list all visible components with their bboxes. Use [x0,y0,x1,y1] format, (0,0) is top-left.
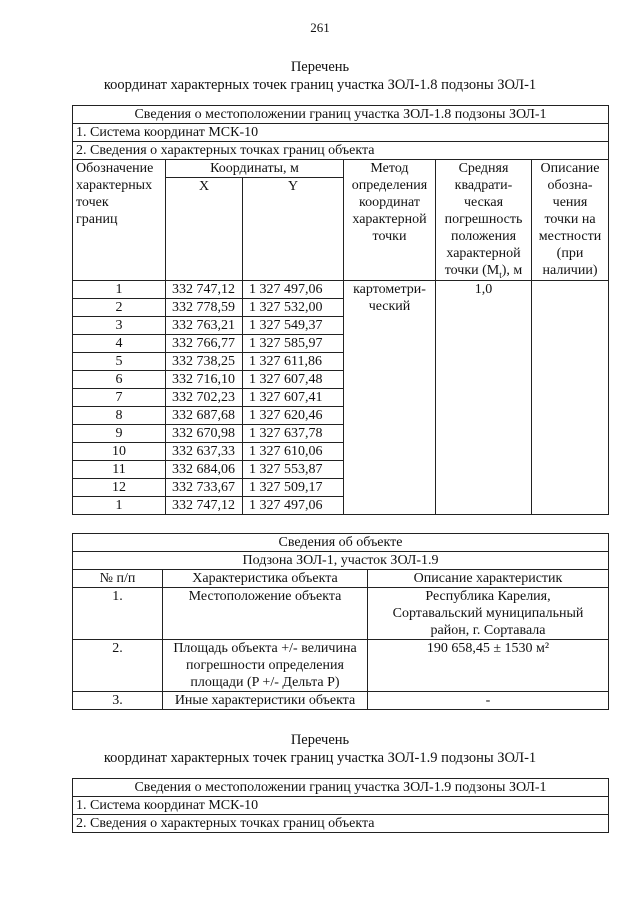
point-y: 1 327 553,87 [243,461,344,479]
description-line: Республика Карелия, [425,589,551,604]
coordinate-system-row: 1. Система координат МСК-10 [73,797,609,815]
method-value [344,281,436,515]
designation-header-line: границ [76,212,118,227]
row-description [368,692,609,710]
error-header-subscript: t [499,269,502,280]
error-header-text: точки (M [444,263,500,278]
point-number: 10 [73,443,166,461]
characteristic-line: Местоположение объекта [188,589,342,604]
point-y: 1 327 611,86 [243,353,344,371]
description-header-line: (при [556,246,584,261]
point-number: 9 [73,425,166,443]
point-y: 1 327 607,48 [243,371,344,389]
error-header-line: характерной [446,246,521,261]
row-number: 3. [73,692,163,710]
method-header-line: определения [351,178,428,193]
table-row [73,692,609,710]
point-number: 7 [73,389,166,407]
characteristic-line: погрешности определения [186,658,344,673]
table-row [73,588,609,640]
object-info-title: Сведения об объекте [73,534,609,552]
description-line: район, г. Сортавала [430,623,546,638]
error-header-line: Средняя [458,161,509,176]
coordinates-table-zol-1-8 [72,105,609,515]
point-y: 1 327 607,41 [243,389,344,407]
point-number: 1 [73,497,166,515]
point-x: 332 670,98 [166,425,243,443]
method-value-line: ческий [368,299,411,314]
point-y: 1 327 549,37 [243,317,344,335]
row-number: 2. [73,640,163,692]
x-header: X [166,178,243,281]
point-number: 12 [73,479,166,497]
method-header [344,160,436,281]
method-value-line: картометри- [353,282,426,297]
designation-header-line: Обозначение [76,161,154,176]
method-header-line: точки [372,229,407,244]
point-x: 332 687,68 [166,407,243,425]
point-number: 5 [73,353,166,371]
method-header-line: характерной [352,212,427,227]
point-number: 2 [73,299,166,317]
point-x: 332 684,06 [166,461,243,479]
object-info-subtitle: Подзона ЗОЛ-1, участок ЗОЛ-1.9 [73,552,609,570]
point-x: 332 766,77 [166,335,243,353]
coordinates-header: Координаты, м [166,160,344,178]
error-header-line: ческая [463,195,504,210]
point-x: 332 763,21 [166,317,243,335]
table-row [73,281,609,299]
heading-2-title: Перечень [290,732,350,748]
row-description [368,640,609,692]
row-characteristic [163,692,368,710]
point-x: 332 747,12 [166,497,243,515]
designation-header [73,160,166,281]
characteristic-line: Иные характеристики объекта [174,693,356,708]
point-number: 3 [73,317,166,335]
method-header-line: координат [359,195,420,210]
error-value: 1,0 [436,281,532,515]
point-x: 332 738,25 [166,353,243,371]
characteristic-header: Характеристика объекта [163,570,368,588]
description-header-line: точки на [544,212,596,227]
point-number: 1 [73,281,166,299]
point-y: 1 327 497,06 [243,497,344,515]
characteristic-description-header: Описание характеристик [368,570,609,588]
point-y: 1 327 637,78 [243,425,344,443]
point-y: 1 327 509,17 [243,479,344,497]
points-info-row: 2. Сведения о характерных точках границ объекта [73,815,609,833]
error-header [436,160,532,281]
description-header [532,160,609,281]
coordinates-table-zol-1-9 [72,778,609,833]
point-y: 1 327 585,97 [243,335,344,353]
point-y: 1 327 620,46 [243,407,344,425]
point-x: 332 778,59 [166,299,243,317]
point-y: 1 327 532,00 [243,299,344,317]
point-number: 4 [73,335,166,353]
heading-1 [0,58,640,94]
table-title: Сведения о местоположении границ участка ЗОЛ-1.9 подзоны ЗОЛ-1 [73,779,609,797]
point-number: 6 [73,371,166,389]
point-x: 332 637,33 [166,443,243,461]
error-header-line: положения [450,229,517,244]
point-number: 8 [73,407,166,425]
table-row [73,640,609,692]
coordinate-system-row: 1. Система координат МСК-10 [73,124,609,142]
object-info-table [72,533,609,710]
description-line: 190 658,45 ± 1530 м² [426,641,550,656]
heading-1-title: Перечень [290,59,350,75]
point-x: 332 747,12 [166,281,243,299]
row-characteristic [163,588,368,640]
row-number: 1. [73,588,163,640]
points-info-row: 2. Сведения о характерных точках границ объекта [73,142,609,160]
error-header-line: квадрати- [454,178,513,193]
description-header-line: обозна- [547,178,593,193]
page-number: 261 [310,20,330,35]
number-header: № п/п [73,570,163,588]
error-header-line-last [439,262,528,279]
heading-2 [0,731,640,767]
error-header-text: ), м [501,263,523,278]
method-header-line: Метод [370,161,409,176]
y-header: Y [243,178,344,281]
designation-header-line: характерных [76,178,153,193]
heading-1-subtitle: координат характерных точек границ участка ЗОЛ-1.8 подзоны ЗОЛ-1 [103,77,537,93]
description-header-line: чения [552,195,588,210]
description-header-line: Описание [540,161,600,176]
point-x: 332 716,10 [166,371,243,389]
row-description [368,588,609,640]
point-number: 11 [73,461,166,479]
description-line: - [485,693,491,708]
point-x: 332 733,67 [166,479,243,497]
description-line: Сортавальский муниципальный [392,606,584,621]
error-header-line: погрешность [444,212,523,227]
point-y: 1 327 610,06 [243,443,344,461]
point-x: 332 702,23 [166,389,243,407]
description-value [532,281,609,515]
characteristic-line: Площадь объекта +/- величина [173,641,357,656]
designation-header-line: точек [76,195,109,210]
row-characteristic [163,640,368,692]
description-header-line: наличии) [542,263,598,278]
heading-2-subtitle: координат характерных точек границ участка ЗОЛ-1.9 подзоны ЗОЛ-1 [103,750,537,766]
characteristic-line: площади (P +/- Дельта P) [190,675,340,690]
description-header-line: местности [538,229,602,244]
table-title: Сведения о местоположении границ участка ЗОЛ-1.8 подзоны ЗОЛ-1 [73,106,609,124]
point-y: 1 327 497,06 [243,281,344,299]
